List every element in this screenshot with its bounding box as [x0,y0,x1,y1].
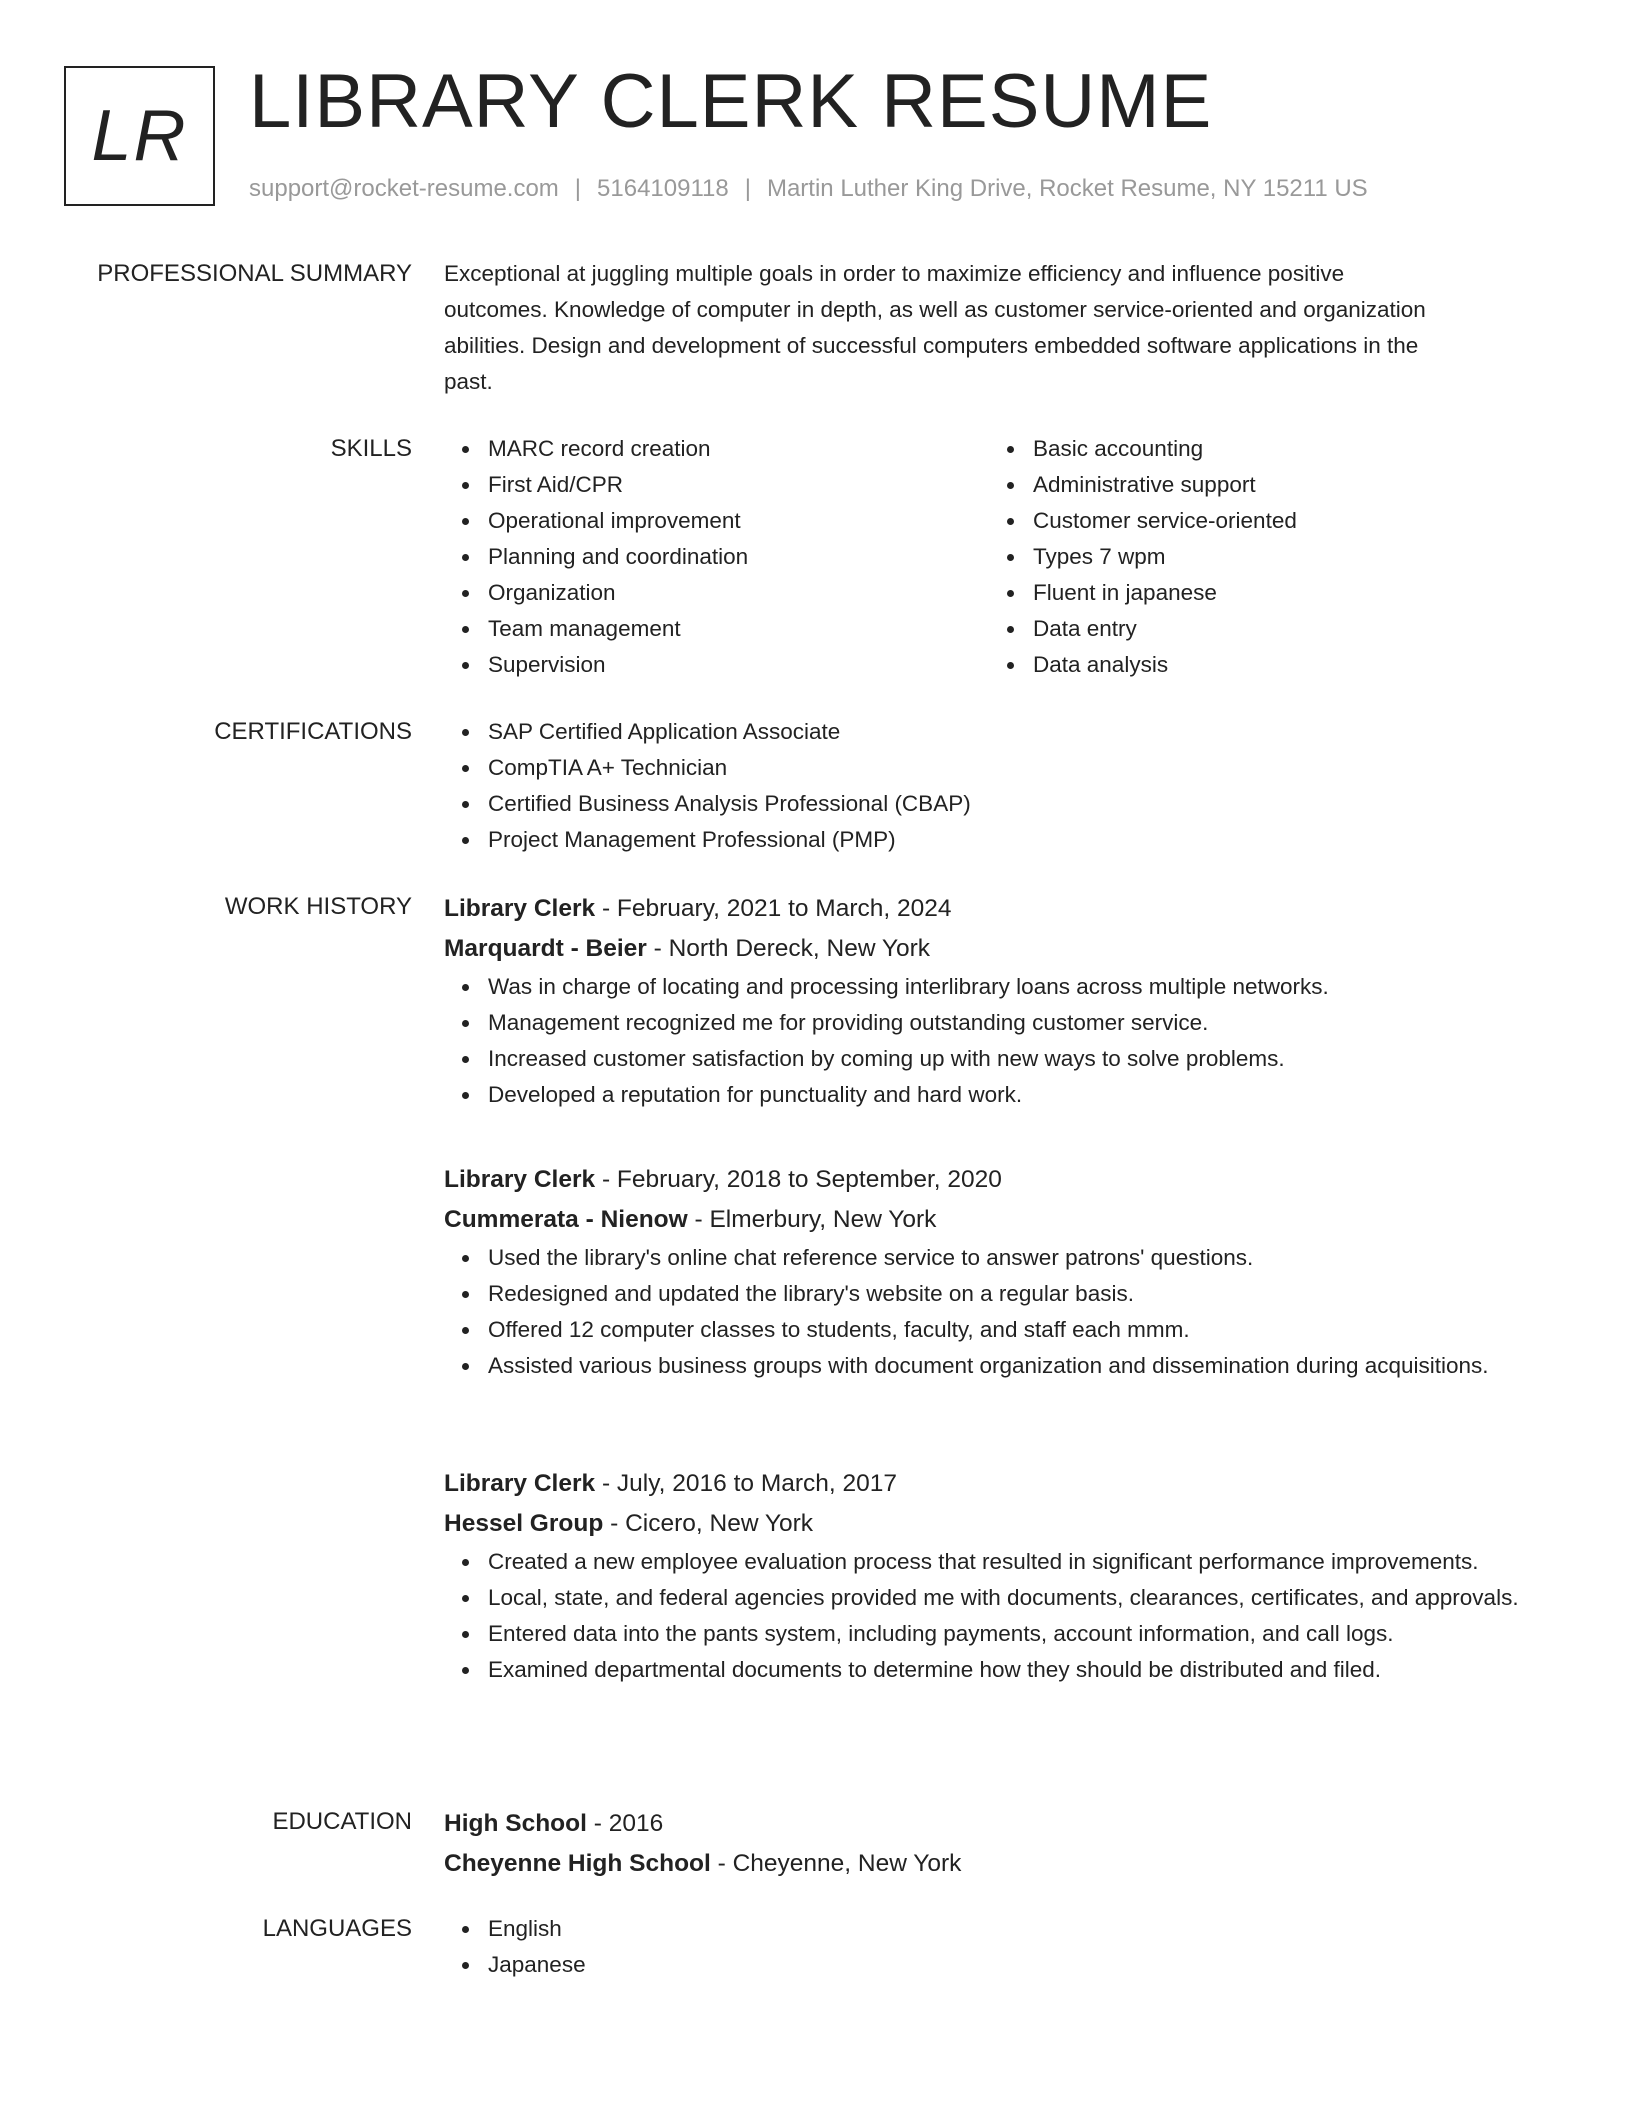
job-entry [444,1464,1534,1688]
summary-line: Exceptional at juggling multiple goals in order to maximize efficiency and influence positive [444,261,1345,286]
work-history-heading: WORK HISTORY [224,893,412,920]
job-company: Hessel Group [444,1510,604,1537]
job-company: Cummerata - Nienow [444,1206,688,1233]
education-location: - Cheyenne, New York [710,1850,962,1877]
job-title: Library Clerk [444,1166,596,1193]
languages-body [444,1911,1534,1983]
summary-line: abilities. Design and development of successful computers embedded software applications in the [444,333,1419,358]
contact-line [249,174,1368,204]
education-year: - 2016 [586,1810,664,1837]
language-item: English [488,1911,1534,1947]
job-title: Library Clerk [444,1470,596,1497]
work-history-body [444,889,1534,1682]
job-entry [444,889,1534,1113]
job-title: Library Clerk [444,895,596,922]
languages-heading: LANGUAGES [262,1915,412,1942]
job-duty: Management recognized me for providing outstanding customer service. [488,1005,1534,1041]
certification-item: Project Management Professional (PMP) [488,822,1534,858]
education-school: Cheyenne High School [444,1850,711,1877]
job-dates: - February, 2021 to March, 2024 [595,895,952,922]
monogram-text: LR [91,96,188,176]
job-location: - Cicero, New York [603,1510,813,1537]
education-degree: High School [444,1810,587,1837]
summary-line: past. [444,369,493,394]
job-company-line [444,1200,1534,1240]
job-dates: - July, 2016 to March, 2017 [595,1470,898,1497]
language-item: Japanese [488,1947,1534,1983]
contact-separator: | [744,175,751,202]
job-duties-list [444,969,1534,1113]
contact-separator: | [574,175,582,202]
job-duty: Offered 12 computer classes to students, faculty, and staff each mmm. [488,1312,1534,1348]
education-heading: EDUCATION [272,1808,412,1835]
job-duty: Assisted various business groups with document organization and dissemination during acquisitions. [488,1348,1534,1384]
skill-item: Supervision [488,647,989,683]
certification-item: SAP Certified Application Associate [488,714,1534,750]
contact-phone: 5164109118 [597,175,729,202]
education-body [444,1804,1534,1884]
job-duties-list [444,1240,1534,1384]
skill-item: Organization [488,575,989,611]
skill-item: Data entry [1033,611,1534,647]
certifications-heading: CERTIFICATIONS [214,718,412,745]
certifications-list [444,714,1534,858]
skill-item: Customer service-oriented [1033,503,1534,539]
skill-item: Fluent in japanese [1033,575,1534,611]
skill-item: Team management [488,611,989,647]
job-title-line [444,889,1534,929]
education-school-line [444,1844,1534,1884]
skill-item: Basic accounting [1033,431,1534,467]
job-company: Marquardt - Beier [444,935,647,962]
contact-email: support@rocket-resume.com [249,175,559,202]
summary-body [444,256,1534,400]
job-location: - North Dereck, New York [646,935,931,962]
summary-line: outcomes. Knowledge of computer in depth, as well as customer service-oriented and organization [444,297,1426,322]
skills-body [444,431,1534,683]
job-duty: Increased customer satisfaction by coming up with new ways to solve problems. [488,1041,1534,1077]
languages-list [444,1911,1534,1983]
skill-item: Planning and coordination [488,539,989,575]
skill-item: Administrative support [1033,467,1534,503]
job-duty: Examined departmental documents to determine how they should be distributed and filed. [488,1652,1534,1688]
certification-item: Certified Business Analysis Professional (CBAP) [488,786,1534,822]
skills-heading: SKILLS [330,435,412,462]
job-duty: Local, state, and federal agencies provided me with documents, clearances, certificates, and approvals. [488,1580,1534,1616]
monogram-box [64,66,215,206]
skill-item: MARC record creation [488,431,989,467]
summary-heading: PROFESSIONAL SUMMARY [97,260,412,287]
skill-item: Data analysis [1033,647,1534,683]
skill-item: First Aid/CPR [488,467,989,503]
job-duty: Redesigned and updated the library's website on a regular basis. [488,1276,1534,1312]
job-duty: Used the library's online chat reference service to answer patrons' questions. [488,1240,1534,1276]
job-title-line [444,1160,1534,1200]
job-entry [444,1160,1534,1384]
contact-address: Martin Luther King Drive, Rocket Resume, NY 15211 US [766,175,1368,202]
certifications-body [444,714,1534,858]
resume-title: LIBRARY CLERK RESUME [249,59,1213,144]
certification-item: CompTIA A+ Technician [488,750,1534,786]
job-title-line [444,1464,1534,1504]
job-duty: Developed a reputation for punctuality and hard work. [488,1077,1534,1113]
education-degree-line [444,1804,1534,1844]
skills-list-right [989,431,1534,683]
job-company-line [444,929,1534,969]
job-duties-list [444,1544,1534,1688]
job-location: - Elmerbury, New York [687,1206,937,1233]
job-dates: - February, 2018 to September, 2020 [595,1166,1002,1193]
skill-item: Types 7 wpm [1033,539,1534,575]
skills-list-left [444,431,989,683]
job-duty: Entered data into the pants system, including payments, account information, and call logs. [488,1616,1534,1652]
job-duty: Was in charge of locating and processing interlibrary loans across multiple networks. [488,969,1534,1005]
skill-item: Operational improvement [488,503,989,539]
job-duty: Created a new employee evaluation process that resulted in significant performance improvements. [488,1544,1534,1580]
job-company-line [444,1504,1534,1544]
